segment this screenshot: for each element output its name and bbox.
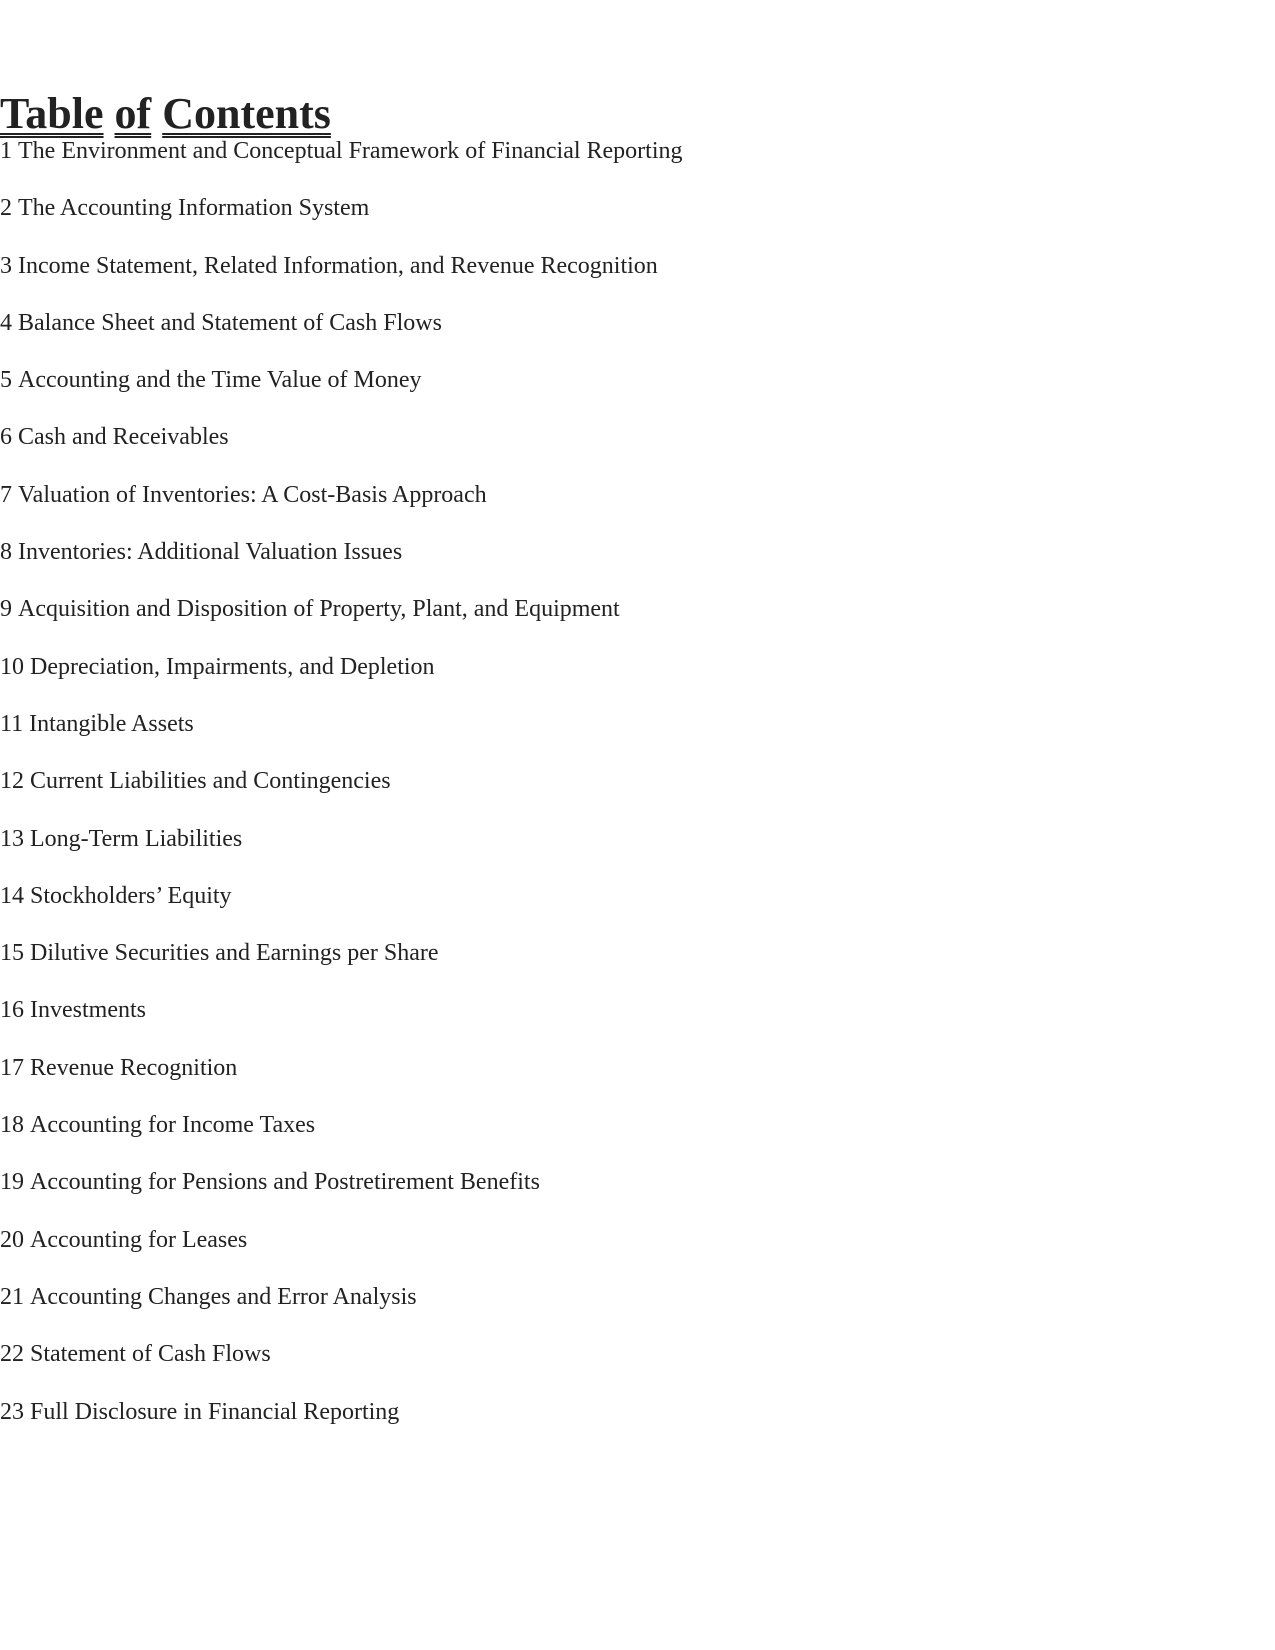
toc-entry[interactable] xyxy=(0,536,683,593)
toc-entry-label: Statement of Cash Flows xyxy=(30,1341,271,1368)
toc-entry-label: Accounting for Income Taxes xyxy=(30,1112,316,1139)
toc-entry-label: Depreciation, Impairments, and Depletion xyxy=(30,653,435,680)
toc-entry-label: Long-Term Liabilities xyxy=(30,825,243,852)
toc-entry[interactable] xyxy=(0,192,683,249)
toc-heading-word-contents: Contents xyxy=(162,89,331,138)
toc-entry-number: 7 xyxy=(0,481,12,508)
toc-heading xyxy=(0,88,331,140)
toc-entry-number: 19 xyxy=(0,1169,24,1196)
toc-entry-label: Accounting Changes and Error Analysis xyxy=(30,1283,417,1310)
toc-entry[interactable] xyxy=(0,765,683,822)
toc-entry[interactable] xyxy=(0,1109,683,1166)
toc-entry-number: 13 xyxy=(0,825,24,852)
toc-entry-label: Revenue Recognition xyxy=(30,1054,238,1081)
toc-entry[interactable] xyxy=(0,1396,683,1453)
toc-entry-label: Accounting for Leases xyxy=(30,1226,248,1253)
toc-entry[interactable] xyxy=(0,1052,683,1109)
toc-entry-label: Dilutive Securities and Earnings per Share xyxy=(30,940,439,967)
toc-entry-label: Accounting and the Time Value of Money xyxy=(18,367,422,394)
toc-entry[interactable] xyxy=(0,421,683,478)
toc-entry-number: 16 xyxy=(0,997,24,1024)
toc-entry-number: 20 xyxy=(0,1226,24,1253)
toc-entry-number: 9 xyxy=(0,596,12,623)
toc-entry[interactable] xyxy=(0,937,683,994)
toc-entry[interactable] xyxy=(0,1338,683,1395)
toc-entry-number: 8 xyxy=(0,539,12,566)
toc-entry[interactable] xyxy=(0,250,683,307)
toc-entry-number: 22 xyxy=(0,1341,24,1368)
toc-entry-label: Investments xyxy=(30,997,146,1024)
toc-entry[interactable] xyxy=(0,1224,683,1281)
toc-entry-number: 17 xyxy=(0,1054,24,1081)
toc-entry[interactable] xyxy=(0,1166,683,1223)
toc-entry[interactable] xyxy=(0,708,683,765)
toc-entry-label: Current Liabilities and Contingencies xyxy=(30,768,391,795)
toc-entry[interactable] xyxy=(0,1281,683,1338)
toc-entry[interactable] xyxy=(0,880,683,937)
toc-entry[interactable] xyxy=(0,479,683,536)
toc-entry-label: The Environment and Conceptual Framework of Financial Reporting xyxy=(18,138,683,164)
toc-entry[interactable] xyxy=(0,994,683,1051)
toc-entry[interactable] xyxy=(0,823,683,880)
toc-heading-word-of: of xyxy=(114,89,152,138)
toc-entry-number: 2 xyxy=(0,195,12,222)
toc-entry-label: Stockholders’ Equity xyxy=(30,882,232,909)
toc-entry[interactable] xyxy=(0,651,683,708)
toc-entry-label: Inventories: Additional Valuation Issues xyxy=(18,539,403,566)
toc-entry-label: Valuation of Inventories: A Cost-Basis Approach xyxy=(18,481,487,508)
toc-entry[interactable] xyxy=(0,364,683,421)
toc-entry-number: 23 xyxy=(0,1398,24,1425)
toc-entry-number: 1 xyxy=(0,138,12,164)
toc-heading-word-table: Table xyxy=(0,89,104,138)
toc-entry-number: 10 xyxy=(0,653,24,680)
toc-entry-number: 3 xyxy=(0,252,12,279)
toc-entry-number: 5 xyxy=(0,367,12,394)
toc-entry-number: 18 xyxy=(0,1112,24,1139)
toc-entry-label: The Accounting Information System xyxy=(18,195,370,222)
toc-entry-label: Cash and Receivables xyxy=(18,424,229,451)
toc-entry-number: 14 xyxy=(0,882,24,909)
toc-entry-number: 15 xyxy=(0,940,24,967)
toc-entry[interactable] xyxy=(0,135,683,192)
toc-entry-label: Balance Sheet and Statement of Cash Flows xyxy=(18,309,442,336)
toc-entry-number: 12 xyxy=(0,768,24,795)
toc-entry-number: 4 xyxy=(0,309,12,336)
toc-entry-label: Income Statement, Related Information, and Revenue Recognition xyxy=(18,252,658,279)
toc-entry-label: Full Disclosure in Financial Reporting xyxy=(30,1398,400,1425)
toc-entry-label: Acquisition and Disposition of Property, Plant, and Equipment xyxy=(18,596,620,623)
toc-list xyxy=(0,135,683,1453)
toc-entry-number: 11 xyxy=(0,710,24,737)
toc-entry[interactable] xyxy=(0,307,683,364)
toc-entry-number: 21 xyxy=(0,1283,24,1310)
toc-entry-label: Accounting for Pensions and Postretirement Benefits xyxy=(30,1169,540,1196)
toc-entry[interactable] xyxy=(0,593,683,650)
toc-entry-number: 6 xyxy=(0,424,12,451)
toc-entry-label: Intangible Assets xyxy=(29,710,194,737)
